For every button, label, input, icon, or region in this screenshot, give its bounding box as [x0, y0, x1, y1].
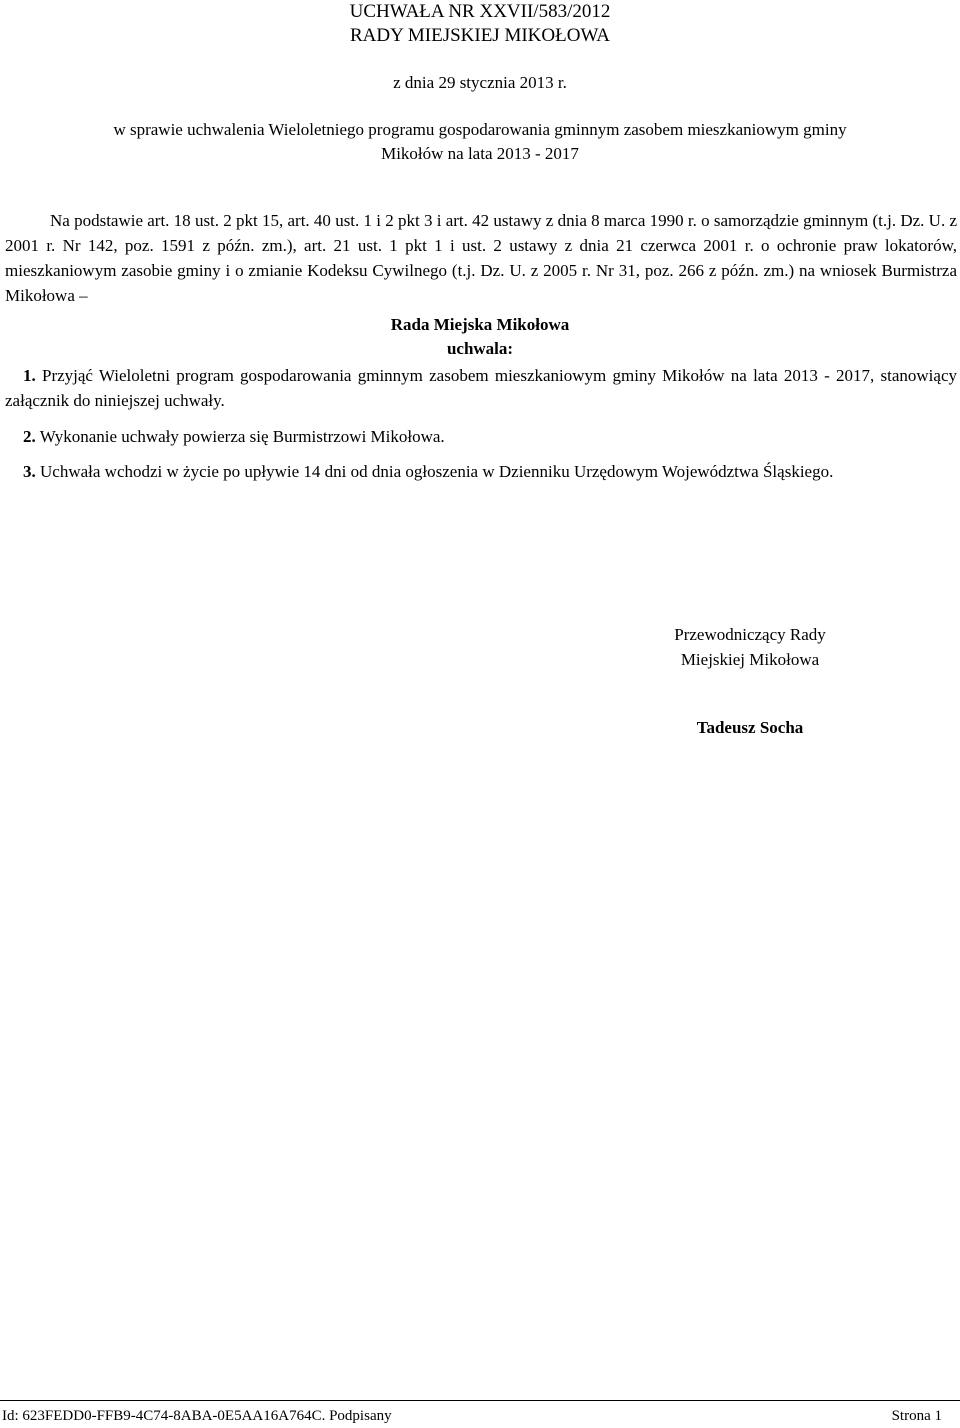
paragraph-number: 1. — [23, 366, 36, 385]
subject-line-2: Mikołów na lata 2013 - 2017 — [381, 144, 579, 163]
footer-divider — [0, 1400, 960, 1401]
paragraph-text: Przyjąć Wieloletni program gospodarowania gminnym zasobem mieszkaniowym gminy Mikołów na lata 2013 - 2017, stanowiący załącznik do niniejszej uchwały. — [5, 366, 957, 410]
resolution-heading — [0, 0, 960, 48]
signature-role — [600, 622, 900, 672]
paragraph-text: Uchwała wchodzi w życie po upływie 14 dni od dnia ogłoszenia w Dzienniku Urzędowym Województwa Śląskiego. — [35, 462, 834, 481]
paragraph-3 — [5, 459, 957, 484]
signature-name: Tadeusz Socha — [696, 718, 804, 737]
footer-document-id: Id: 623FEDD0-FFB9-4C74-8ABA-0E5AA16A764C. Podpisany — [2, 1408, 392, 1424]
council-resolves — [0, 313, 960, 361]
paragraph-1 — [5, 363, 957, 413]
paragraph-text: Wykonanie uchwały powierza się Burmistrzowi Mikołowa. — [35, 427, 445, 446]
paragraph-2 — [5, 424, 957, 449]
signature-role-line-1: Przewodniczący Rady — [674, 625, 826, 644]
paragraph-number: 2. — [23, 427, 36, 446]
resolution-number: UCHWAŁA NR XXVII/583/2012 — [349, 1, 611, 22]
resolution-subject — [30, 118, 930, 166]
resolves-label: uchwala: — [446, 339, 514, 358]
council-title: Rada Miejska Mikołowa — [390, 315, 570, 334]
council-name: RADY MIEJSKIEJ MIKOŁOWA — [349, 25, 610, 46]
footer-page-number: Strona 1 — [891, 1408, 942, 1424]
legal-basis: Na podstawie art. 18 ust. 2 pkt 15, art. 40 ust. 1 i 2 pkt 3 i art. 42 ustawy z dnia 8 marca 1990 r. o samorządzie gminnym (t.j. Dz. U. z 2001 r. Nr 142, poz. 1591 z późn. zm.), art. 21 ust. 1 pkt 1 i ust. 2 ustawy z dnia 21 czerwca 2001 r. o ochronie praw lokatorów, mieszkaniowym zasobie gminy i o zmianie Kodeksu Cywilnego (t.j. Dz. U. z 2005 r. Nr 31, poz. 266 z późn. zm.) na wniosek Burmistrza Mikołowa – — [5, 211, 957, 305]
paragraph-number: 3. — [23, 462, 36, 481]
resolution-date: z dnia 29 stycznia 2013 r. — [393, 73, 567, 92]
signature-role-line-2: Miejskiej Mikołowa — [680, 650, 820, 669]
subject-line-1: w sprawie uchwalenia Wieloletniego programu gospodarowania gminnym zasobem mieszkaniowym gminy — [113, 120, 847, 139]
